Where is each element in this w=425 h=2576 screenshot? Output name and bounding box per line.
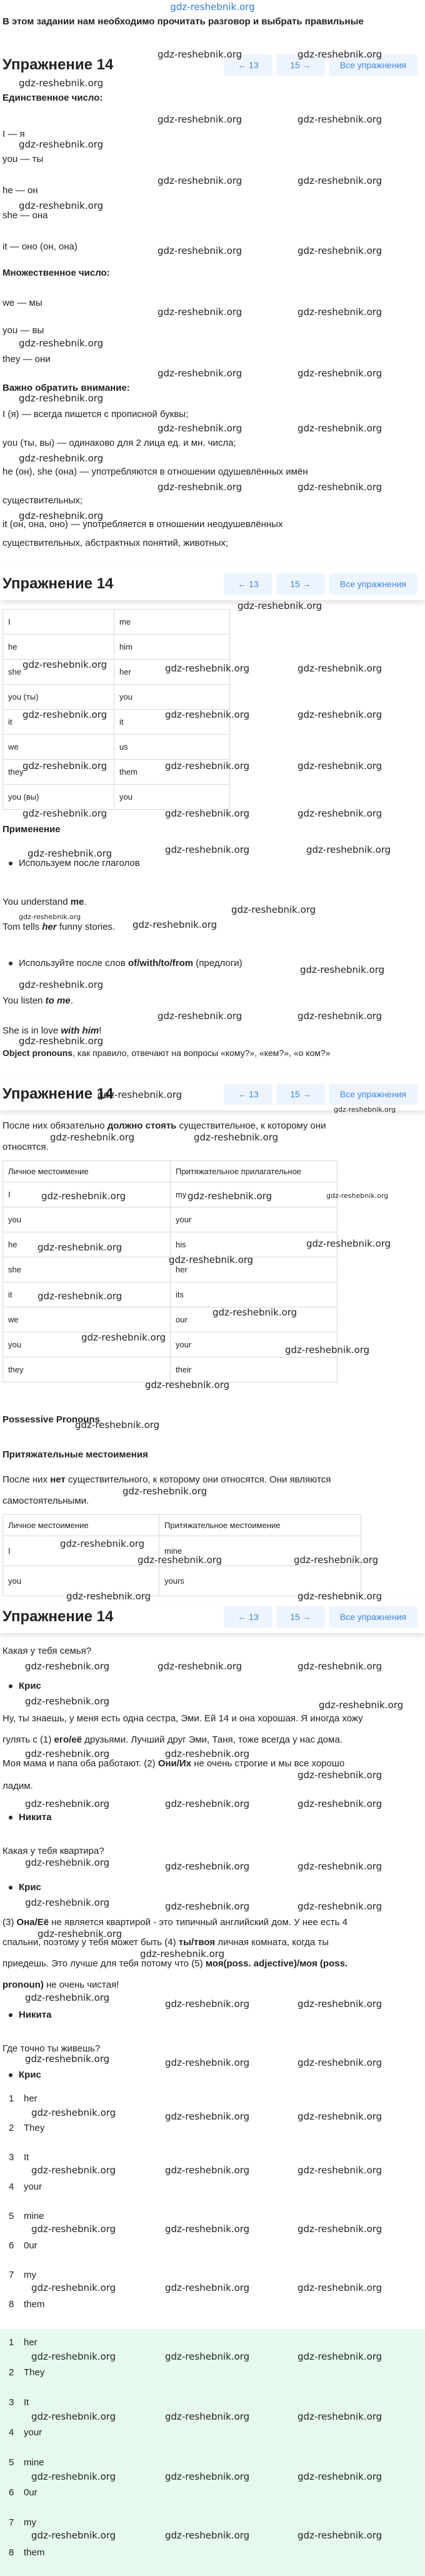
watermark: gdz-reshebnik.org (298, 760, 382, 772)
watermark: gdz-reshebnik.org (19, 78, 104, 89)
table-cell: yours (159, 1566, 361, 1596)
dialog-line: Моя мама и папа оба работают. (2) Они/Их не очень строгие и мы все хорошо (2, 1758, 345, 1769)
table-cell: it (3, 1282, 171, 1307)
watermark: gdz-reshebnik.org (25, 1748, 110, 1759)
prev-button[interactable]: ← 13 (224, 1084, 272, 1105)
pronoun-line: he — он (2, 185, 38, 196)
table-cell: me (114, 610, 230, 635)
note-heading: Важно обратить внимание: (2, 383, 130, 393)
table-cell: it (114, 710, 230, 735)
watermark: gdz-reshebnik.org (31, 2223, 116, 2235)
watermark: gdz-reshebnik.org (298, 808, 382, 819)
dialog-question: Какая у тебя квартира? (2, 1846, 104, 1856)
dialog-line: ладим. (2, 1781, 33, 1791)
watermark: gdz-reshebnik.org (285, 1344, 370, 1356)
possessive-lead: относятся. (2, 1142, 49, 1152)
table-header: Притяжательное местоимение (159, 1515, 361, 1536)
watermark: gdz-reshebnik.org (298, 2223, 382, 2235)
watermark: gdz-reshebnik.org (298, 2351, 382, 2362)
speaker-label: Никита (9, 1812, 51, 1823)
final-answer-item: 8 them (9, 2547, 45, 2558)
watermark: gdz-reshebnik.org (31, 2165, 116, 2176)
next-button[interactable]: 15 → (276, 1606, 325, 1628)
dialog-line: Ну, ты знаешь, у меня есть одна сестра, Эми. Ей 14 и она хорошая. Я иногда хожу (2, 1713, 363, 1724)
watermark: gdz-reshebnik.org (165, 2351, 250, 2362)
table-cell: it (3, 710, 114, 735)
watermark: gdz-reshebnik.org (31, 2530, 116, 2541)
pronoun-line: she — она (2, 210, 48, 221)
watermark: gdz-reshebnik.org (165, 2282, 250, 2293)
watermark: gdz-reshebnik.org (169, 1254, 254, 1265)
watermark: gdz-reshebnik.org (298, 423, 382, 434)
dialog-line: приедешь. Это лучше для тебя потому что (5) моя(poss. adjective)/моя (poss. (2, 1958, 348, 1969)
watermark: gdz-reshebnik.org (158, 1661, 242, 1672)
watermark: gdz-reshebnik.org (19, 1035, 104, 1047)
section-header-3 (0, 1078, 425, 1110)
table-cell: she (3, 660, 114, 685)
table-cell: I (3, 1536, 159, 1566)
section-title: Упражнение 14 (2, 1608, 114, 1625)
watermark: gdz-reshebnik.org (22, 709, 108, 720)
possessive-pronouns-ru-heading: Притяжательные местоимения (2, 1449, 148, 1460)
watermark: gdz-reshebnik.org (165, 2111, 250, 2122)
table-cell: mine (159, 1536, 361, 1566)
section-title: Упражнение 14 (2, 575, 114, 592)
final-answer-item: 7 my (9, 2517, 36, 2528)
note-line: it (он, она, оно) — употребляется в отношении неодушевлённых (2, 519, 283, 530)
prev-button[interactable]: ← 13 (224, 1606, 272, 1628)
watermark: gdz-reshebnik.org (25, 1897, 110, 1908)
bullet-icon (9, 862, 12, 865)
watermark: gdz-reshebnik.org (298, 1769, 382, 1781)
table-cell: them (114, 760, 230, 785)
watermark: gdz-reshebnik.org (19, 510, 104, 521)
table-row (3, 785, 230, 810)
watermark: gdz-reshebnik.org (298, 2471, 382, 2482)
watermark: gdz-reshebnik.org (298, 114, 382, 125)
watermark: gdz-reshebnik.org (25, 1857, 110, 1868)
watermark: gdz-reshebnik.org (334, 1105, 396, 1114)
watermark: gdz-reshebnik.org (298, 2411, 382, 2422)
watermark: gdz-reshebnik.org (165, 2471, 250, 2482)
watermark: gdz-reshebnik.org (132, 919, 218, 930)
table-cell: I (3, 1182, 171, 1207)
table-cell: you (114, 685, 230, 710)
watermark: gdz-reshebnik.org (298, 2530, 382, 2541)
watermark: gdz-reshebnik.org (306, 844, 391, 855)
pronoun-line: you — вы (2, 325, 44, 336)
site-logo[interactable]: gdz-reshebnik.org (170, 1, 255, 13)
table-cell: you (ты) (3, 685, 114, 710)
table-row (3, 660, 230, 685)
speaker-label: Крис (9, 1681, 41, 1691)
watermark: gdz-reshebnik.org (298, 663, 382, 674)
watermark: gdz-reshebnik.org (41, 1190, 126, 1202)
table-cell: they (3, 760, 114, 785)
watermark: gdz-reshebnik.org (165, 2223, 250, 2235)
table-cell: we (3, 735, 114, 760)
bullet-icon (9, 1684, 12, 1688)
note-line: I (я) — всегда пишется с прописной буквы; (2, 409, 189, 420)
final-answer-item: 6 0ur (9, 2487, 38, 2498)
table-header-row (3, 1161, 338, 1182)
final-answer-block (0, 2329, 425, 2576)
final-answer-item: 1 her (9, 2337, 38, 2348)
table-header: Притяжательное прилагательное (171, 1161, 338, 1182)
table-row (3, 760, 230, 785)
bullet-icon (9, 2073, 12, 2077)
table-row (3, 710, 230, 735)
table-cell: her (114, 660, 230, 685)
watermark: gdz-reshebnik.org (28, 848, 112, 859)
watermark: gdz-reshebnik.org (298, 1861, 382, 1872)
pronoun-line: they — они (2, 354, 51, 365)
watermark: gdz-reshebnik.org (75, 1419, 160, 1431)
watermark: gdz-reshebnik.org (22, 760, 108, 772)
table-cell: his (171, 1232, 338, 1257)
watermark: gdz-reshebnik.org (298, 481, 382, 493)
table-row (3, 1182, 338, 1207)
watermark: gdz-reshebnik.org (158, 175, 242, 186)
watermark: gdz-reshebnik.org (25, 2053, 110, 2065)
table-row (3, 1257, 338, 1282)
watermark: gdz-reshebnik.org (194, 1132, 279, 1143)
all-exercises-button[interactable]: Все упражнения (329, 54, 418, 76)
possessive-adjective-table (2, 1160, 338, 1382)
watermark: gdz-reshebnik.org (188, 1190, 272, 1202)
table-cell: he (3, 1232, 171, 1257)
table-cell: him (114, 635, 230, 660)
table-cell: they (3, 1357, 171, 1382)
table-cell: I (3, 610, 114, 635)
pronoun-line: we — мы (2, 298, 42, 308)
final-answer-item: 2 They (9, 2367, 45, 2378)
watermark: gdz-reshebnik.org (158, 368, 242, 379)
answer-item: 5 mine (9, 2211, 44, 2221)
watermark: gdz-reshebnik.org (231, 904, 316, 915)
possessive-pronouns-heading: Possessive Pronouns (2, 1414, 100, 1425)
usage-bullet: Используйте после слов of/with/to/from (предлоги) (9, 958, 242, 969)
table-cell: he (3, 635, 114, 660)
table-row (3, 685, 230, 710)
watermark: gdz-reshebnik.org (298, 1798, 382, 1809)
watermark: gdz-reshebnik.org (298, 2057, 382, 2068)
object-pronouns-note: Object pronouns, как правило, отвечают на вопросы «кому?», «кем?», «о ком?» (2, 1048, 331, 1058)
usage-heading: Применение (2, 824, 61, 835)
table-row (3, 610, 230, 635)
table-cell: you (3, 1207, 171, 1232)
example-line: She is in love with him! (2, 1025, 102, 1036)
table-cell: us (114, 735, 230, 760)
next-button[interactable]: 15 → (276, 573, 325, 595)
final-answer-item: 5 mine (9, 2457, 44, 2468)
answer-item: 1 her (9, 2093, 38, 2104)
table-cell: she (3, 1257, 171, 1282)
table-header: Личное местоимение (3, 1161, 171, 1182)
watermark: gdz-reshebnik.org (300, 964, 385, 975)
nav-group (224, 573, 418, 595)
table-cell: my (171, 1182, 338, 1207)
table-row (3, 1536, 361, 1566)
section-title: Упражнение 14 (2, 1085, 114, 1102)
watermark: gdz-reshebnik.org (298, 2111, 382, 2122)
watermark: gdz-reshebnik.org (298, 175, 382, 186)
dialog-line: (3) Она/Её не является квартирой - это типичный английский дом. У нее есть 4 (2, 1917, 348, 1928)
answer-item: 3 It (9, 2152, 29, 2163)
table-cell: your (171, 1207, 338, 1232)
answer-item: 7 my (9, 2270, 36, 2280)
table-cell: you (3, 1332, 171, 1357)
watermark: gdz-reshebnik.org (165, 760, 250, 772)
watermark: gdz-reshebnik.org (165, 663, 250, 674)
watermark: gdz-reshebnik.org (22, 659, 108, 670)
watermark: gdz-reshebnik.org (158, 49, 242, 60)
watermark: gdz-reshebnik.org (165, 1748, 250, 1759)
plural-heading: Множественное число: (2, 268, 110, 278)
next-button[interactable]: 15 → (276, 54, 325, 76)
table-cell: its (171, 1282, 338, 1307)
section-header-1 (0, 49, 425, 81)
watermark: gdz-reshebnik.org (165, 844, 250, 855)
watermark: gdz-reshebnik.org (158, 245, 242, 256)
watermark: gdz-reshebnik.org (298, 2165, 382, 2176)
watermark: gdz-reshebnik.org (158, 114, 242, 125)
watermark: gdz-reshebnik.org (298, 245, 382, 256)
watermark: gdz-reshebnik.org (19, 393, 104, 404)
table-cell: you (вы) (3, 785, 114, 810)
table-row (3, 1566, 361, 1596)
answer-item: 6 0ur (9, 2240, 38, 2251)
object-pronoun-table (2, 609, 230, 810)
watermark: gdz-reshebnik.org (22, 808, 108, 819)
bullet-icon (9, 1816, 12, 1819)
possessive-lead: После них нет существительного, к которому они относятся. Они являются (2, 1474, 331, 1485)
possessive-pronoun-table (2, 1514, 361, 1596)
watermark: gdz-reshebnik.org (25, 1992, 110, 2003)
answer-item: 2 They (9, 2123, 45, 2133)
watermark: gdz-reshebnik.org (19, 139, 104, 150)
nav-group (224, 1606, 418, 1628)
watermark: gdz-reshebnik.org (298, 1010, 382, 1022)
table-cell: you (114, 785, 230, 810)
note-line: существительных; (2, 495, 83, 506)
speaker-label: Крис (9, 1882, 41, 1893)
nav-group (224, 1084, 418, 1105)
prev-button[interactable]: ← 13 (224, 573, 272, 595)
answer-item: 8 them (9, 2299, 45, 2310)
note-line: he (он), she (она) — употребляются в отношении одушевлённых имён (2, 466, 308, 477)
prev-button[interactable]: ← 13 (224, 54, 272, 76)
watermark: gdz-reshebnik.org (298, 306, 382, 318)
dialog-line: гулять с (1) его/её друзьями. Лучший друг Эми, Таня, тоже всегда у нас дома. (2, 1734, 342, 1745)
watermark: gdz-reshebnik.org (294, 1554, 379, 1566)
nav-group (224, 54, 418, 76)
watermark: gdz-reshebnik.org (19, 979, 104, 990)
watermark: gdz-reshebnik.org (158, 306, 242, 318)
watermark: gdz-reshebnik.org (165, 808, 250, 819)
watermark: gdz-reshebnik.org (19, 913, 81, 921)
watermark: gdz-reshebnik.org (165, 709, 250, 720)
dialog-question: Где точно ты живешь? (2, 2043, 101, 2054)
dialog-line: pronoun) не очень чистая! (2, 1980, 119, 1990)
watermark: gdz-reshebnik.org (31, 2282, 116, 2293)
watermark: gdz-reshebnik.org (25, 1696, 110, 1707)
table-row (3, 635, 230, 660)
table-cell: her (171, 1257, 338, 1282)
watermark: gdz-reshebnik.org (19, 453, 104, 464)
watermark: gdz-reshebnik.org (81, 1332, 166, 1343)
speaker-label: Никита (9, 2010, 51, 2020)
intro-text: В этом задании нам необходимо прочитать разговор и выбрать правильные (2, 16, 364, 27)
table-row (3, 1282, 338, 1307)
watermark: gdz-reshebnik.org (31, 2411, 116, 2422)
next-button[interactable]: 15 → (276, 1084, 325, 1105)
section-header-2 (0, 568, 425, 600)
table-row (3, 1207, 338, 1232)
watermark: gdz-reshebnik.org (306, 1238, 391, 1249)
watermark: gdz-reshebnik.org (31, 2471, 116, 2482)
possessive-lead: самостоятельными. (2, 1496, 89, 1506)
section-title: Упражнение 14 (2, 56, 114, 73)
watermark: gdz-reshebnik.org (122, 1486, 208, 1497)
bullet-icon (9, 962, 12, 965)
watermark: gdz-reshebnik.org (165, 2165, 250, 2176)
watermark: gdz-reshebnik.org (158, 423, 242, 434)
watermark: gdz-reshebnik.org (60, 1538, 145, 1549)
pronoun-line: you — ты (2, 154, 44, 164)
watermark: gdz-reshebnik.org (38, 1242, 122, 1253)
watermark: gdz-reshebnik.org (25, 1798, 110, 1809)
watermark: gdz-reshebnik.org (165, 1798, 250, 1809)
watermark: gdz-reshebnik.org (165, 1861, 250, 1872)
watermark: gdz-reshebnik.org (165, 1998, 250, 2010)
watermark: gdz-reshebnik.org (326, 1192, 389, 1200)
all-exercises-button[interactable]: Все упражнения (329, 1084, 418, 1105)
watermark: gdz-reshebnik.org (158, 1010, 242, 1022)
watermark: gdz-reshebnik.org (298, 1591, 382, 1602)
example-line: You listen to me. (2, 995, 73, 1006)
table-header-row (3, 1515, 361, 1536)
bullet-icon (9, 1886, 12, 1889)
section-header-4 (0, 1601, 425, 1633)
example-line: You understand me. (2, 897, 87, 907)
table-cell: we (3, 1307, 171, 1332)
final-answer-item: 3 It (9, 2397, 29, 2408)
watermark: gdz-reshebnik.org (298, 49, 382, 60)
singular-heading: Единственное число: (2, 93, 103, 103)
watermark: gdz-reshebnik.org (19, 338, 104, 349)
final-answer-item: 4 your (9, 2427, 42, 2438)
watermark: gdz-reshebnik.org (66, 1591, 151, 1602)
table-header: Личное местоимение (3, 1515, 159, 1536)
speaker-label: Крис (9, 2070, 41, 2080)
watermark: gdz-reshebnik.org (138, 1554, 222, 1566)
watermark: gdz-reshebnik.org (298, 709, 382, 720)
answer-item: 4 your (9, 2181, 42, 2192)
watermark: gdz-reshebnik.org (140, 1948, 225, 1960)
bullet-icon (9, 2013, 12, 2017)
table-cell: your (171, 1332, 338, 1357)
table-cell: their (171, 1357, 338, 1382)
watermark: gdz-reshebnik.org (238, 600, 322, 611)
watermark: gdz-reshebnik.org (298, 1901, 382, 1912)
watermark: gdz-reshebnik.org (50, 1132, 135, 1143)
watermark: gdz-reshebnik.org (165, 1901, 250, 1912)
table-row (3, 1307, 338, 1332)
usage-bullet: Используем после глаголов (9, 858, 140, 868)
pronoun-line: it — оно (он, она) (2, 241, 78, 252)
watermark: gdz-reshebnik.org (38, 1928, 122, 1940)
watermark: gdz-reshebnik.org (319, 1699, 404, 1711)
watermark: gdz-reshebnik.org (165, 2411, 250, 2422)
pronoun-line: I — я (2, 129, 25, 139)
note-line: you (ты, вы) — одинаково для 2 лица ед. и мн. числа; (2, 438, 236, 448)
watermark: gdz-reshebnik.org (38, 1291, 122, 1302)
watermark: gdz-reshebnik.org (158, 481, 242, 493)
table-row (3, 735, 230, 760)
note-line: существительных, абстрактных понятий, животных; (2, 538, 229, 548)
all-exercises-button[interactable]: Все упражнения (329, 1606, 418, 1628)
watermark: gdz-reshebnik.org (31, 2351, 116, 2362)
watermark: gdz-reshebnik.org (298, 1661, 382, 1672)
table-cell: you (3, 1566, 159, 1596)
dialog-question: Какая у тебя семья? (2, 1646, 92, 1656)
table-row (3, 1232, 338, 1257)
possessive-lead: После них обязательно должно стоять существительное, к которому они (2, 1120, 326, 1131)
example-line: Tom tells her funny stories. (2, 922, 116, 932)
watermark: gdz-reshebnik.org (98, 1089, 182, 1100)
watermark: gdz-reshebnik.org (298, 368, 382, 379)
watermark: gdz-reshebnik.org (165, 2530, 250, 2541)
all-exercises-button[interactable]: Все упражнения (329, 573, 418, 595)
watermark: gdz-reshebnik.org (298, 2282, 382, 2293)
watermark: gdz-reshebnik.org (19, 200, 104, 211)
watermark: gdz-reshebnik.org (298, 1998, 382, 2010)
table-cell: our (171, 1307, 338, 1332)
table-row (3, 1357, 338, 1382)
table-row (3, 1332, 338, 1357)
watermark: gdz-reshebnik.org (31, 2107, 116, 2118)
dialog-line: спальни, поэтому у тебя может быть (4) ты/твоя личная комната, когда ты (2, 1937, 329, 1948)
watermark: gdz-reshebnik.org (212, 1307, 298, 1318)
watermark: gdz-reshebnik.org (25, 1661, 110, 1672)
watermark: gdz-reshebnik.org (165, 2057, 250, 2068)
watermark: gdz-reshebnik.org (145, 1379, 230, 1391)
